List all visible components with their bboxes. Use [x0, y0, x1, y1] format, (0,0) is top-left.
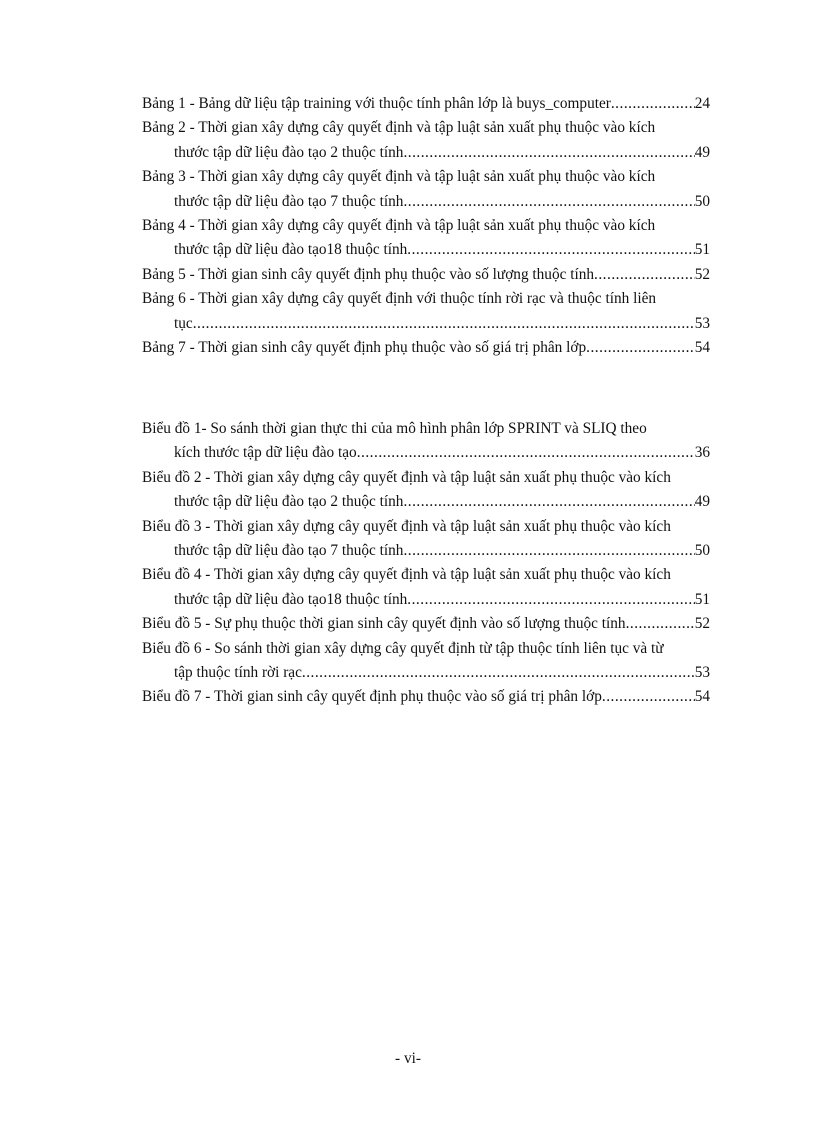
- dot-leader: [626, 612, 695, 636]
- table-entry[interactable]: [142, 92, 710, 116]
- dot-leader: [407, 588, 694, 612]
- entry-title-text: Biểu đồ 1- So sánh thời gian thực thi của mô hình phân lớp SPRINT và SLIQ theo: [142, 420, 647, 437]
- dot-leader: [594, 263, 695, 287]
- table-entry[interactable]: [142, 165, 710, 214]
- entry-line: [142, 214, 710, 238]
- entry-line: [142, 490, 710, 514]
- chart-entry[interactable]: [142, 685, 710, 709]
- entry-line: [142, 287, 710, 311]
- entry-line: [142, 466, 710, 490]
- table-entry[interactable]: [142, 263, 710, 287]
- entry-line: [142, 417, 710, 441]
- entry-title-text: thước tập dữ liệu đào tạo 7 thuộc tính: [174, 542, 404, 560]
- entry-title-text: kích thước tập dữ liệu đào tạo: [174, 444, 357, 462]
- chart-entry[interactable]: [142, 466, 710, 515]
- dot-leader: [302, 661, 695, 685]
- entry-title-text: Biểu đồ 2 - Thời gian xây dựng cây quyết định và tập luật sản xuất phụ thuộc vào kích: [142, 468, 671, 486]
- entry-line: [142, 515, 710, 539]
- entry-line: [142, 563, 710, 587]
- entry-line: [142, 92, 710, 116]
- entry-title-text: thước tập dữ liệu đào tạo 7 thuộc tính: [174, 192, 404, 210]
- entry-title-text: Bảng 6 - Thời gian xây dựng cây quyết định với thuộc tính rời rạc và thuộc tính liên: [142, 290, 657, 308]
- entry-title-text: Bảng 3 - Thời gian xây dựng cây quyết định và tập luật sản xuất phụ thuộc vào kích: [142, 168, 656, 186]
- entry-title-text: thước tập dữ liệu đào tạo 2 thuộc tính: [174, 143, 404, 161]
- table-entry[interactable]: [142, 336, 710, 360]
- entry-page-number: 54: [694, 688, 710, 706]
- entry-title-text: thước tập dữ liệu đào tạo18 thuộc tính: [174, 241, 408, 259]
- entry-title-text: thước tập dữ liệu đào tạo 2 thuộc tính: [174, 493, 404, 511]
- entry-line: [142, 637, 710, 661]
- entry-title-text: Bảng 4 - Thời gian xây dựng cây quyết định và tập luật sản xuất phụ thuộc vào kích: [142, 217, 656, 235]
- entry-line: [142, 238, 710, 262]
- entry-title-text: Bảng 5 - Thời gian sinh cây quyết định phụ thuộc vào số lượng thuộc tính: [142, 265, 595, 283]
- chart-entry[interactable]: [142, 637, 710, 686]
- entry-page-number: 51: [694, 241, 710, 259]
- entry-title-text: Biểu đồ 6 - So sánh thời gian xây dựng cây quyết định từ tập thuộc tính liên tục và từ: [142, 639, 664, 657]
- dot-leader: [403, 141, 694, 165]
- entry-page-number: 52: [694, 265, 710, 283]
- entry-page-number: 49: [694, 143, 710, 161]
- entry-page-number: 53: [694, 664, 710, 682]
- entry-line: [142, 165, 710, 189]
- page-number: - vi-: [395, 1050, 421, 1067]
- table-entry[interactable]: [142, 287, 710, 336]
- entry-page-number: 49: [694, 493, 710, 511]
- entry-line: [142, 441, 710, 465]
- entry-line: [142, 685, 710, 709]
- dot-leader: [611, 92, 695, 116]
- entry-page-number: 52: [694, 615, 710, 633]
- chart-entry[interactable]: [142, 563, 710, 612]
- entry-title-text: Bảng 2 - Thời gian xây dựng cây quyết định và tập luật sản xuất phụ thuộc vào kích: [142, 119, 656, 137]
- chart-entry[interactable]: [142, 612, 710, 636]
- dot-leader: [407, 238, 694, 262]
- entry-title-text: Biểu đồ 7 - Thời gian sinh cây quyết định phụ thuộc vào số giá trị phân lớp: [142, 688, 602, 706]
- entry-line: [142, 141, 710, 165]
- entry-title-text: Biểu đồ 5 - Sự phụ thuộc thời gian sinh cây quyết định vào số lượng thuộc tính: [142, 615, 626, 633]
- dot-leader: [403, 190, 694, 214]
- table-entry[interactable]: [142, 214, 710, 263]
- dot-leader: [602, 685, 695, 709]
- entry-line: [142, 116, 710, 140]
- entry-title-text: tập thuộc tính rời rạc: [174, 664, 302, 682]
- entry-title-text: Biểu đồ 4 - Thời gian xây dựng cây quyết định và tập luật sản xuất phụ thuộc vào kích: [142, 566, 671, 584]
- entry-line: [142, 312, 710, 336]
- entry-title-text: Biểu đồ 3 - Thời gian xây dựng cây quyết định và tập luật sản xuất phụ thuộc vào kích: [142, 517, 671, 535]
- list-of-tables: [142, 92, 710, 360]
- entry-line: [142, 539, 710, 563]
- entry-line: [142, 612, 710, 636]
- entry-line: [142, 661, 710, 685]
- entry-title-text: Bảng 1 - Bảng dữ liệu tập training với thuộc tính phân lớp là buys_computer: [142, 95, 611, 112]
- entry-page-number: 24: [694, 95, 710, 112]
- entry-line: [142, 588, 710, 612]
- entry-page-number: 54: [694, 339, 710, 357]
- list-of-charts: [142, 417, 710, 710]
- dot-leader: [357, 441, 695, 465]
- entry-page-number: 36: [694, 444, 710, 462]
- entry-line: [142, 263, 710, 287]
- entry-page-number: 50: [694, 542, 710, 560]
- entry-title-text: thước tập dữ liệu đào tạo18 thuộc tính: [174, 590, 408, 608]
- entry-page-number: 51: [694, 590, 710, 608]
- chart-entry[interactable]: [142, 515, 710, 564]
- entry-line: [142, 336, 710, 360]
- dot-leader: [586, 336, 695, 360]
- dot-leader: [403, 539, 694, 563]
- chart-entry[interactable]: [142, 417, 710, 466]
- table-entry[interactable]: [142, 116, 710, 165]
- entry-title-text: Bảng 7 - Thời gian sinh cây quyết định phụ thuộc vào số giá trị phân lớp: [142, 339, 587, 357]
- entry-line: [142, 190, 710, 214]
- entry-title-text: tục: [174, 314, 193, 332]
- entry-page-number: 53: [694, 314, 710, 332]
- entry-page-number: 50: [694, 192, 710, 210]
- dot-leader: [403, 490, 694, 514]
- dot-leader: [193, 312, 695, 336]
